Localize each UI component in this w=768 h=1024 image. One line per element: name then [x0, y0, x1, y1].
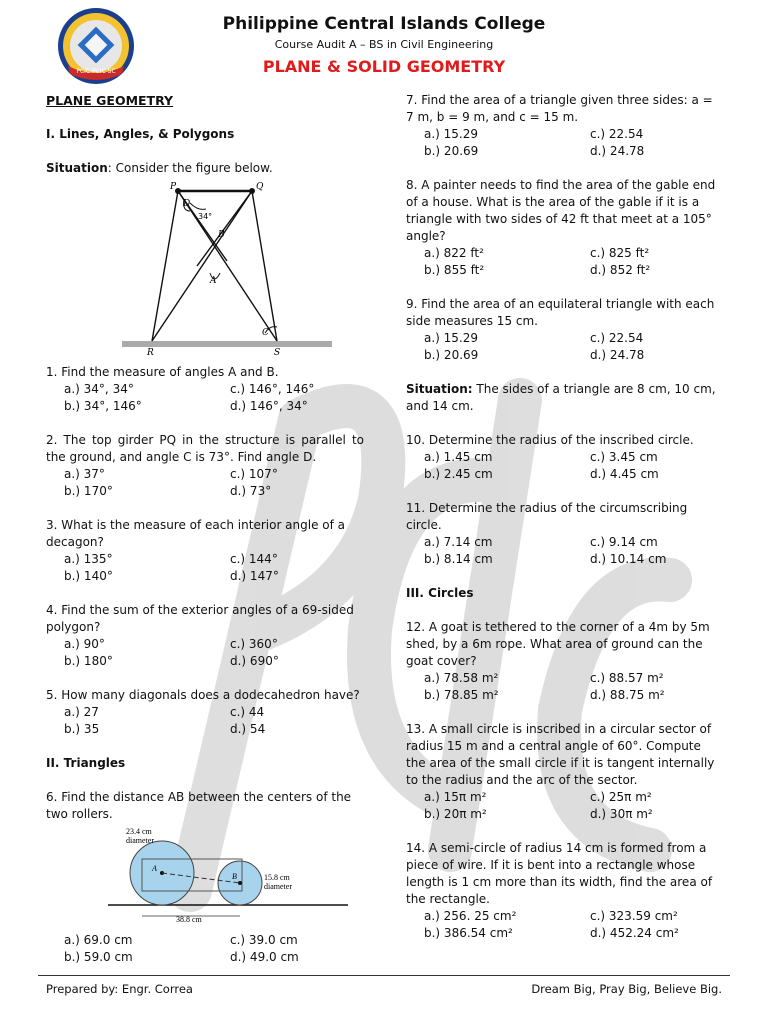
- label-s: S: [274, 348, 281, 357]
- option: a.) 135°: [64, 552, 113, 566]
- diameter-2-word: diameter: [264, 882, 292, 891]
- question-11-options: [406, 534, 724, 568]
- option: d.) 4.45 cm: [590, 467, 659, 481]
- section-plane-geometry: PLANE GEOMETRY: [46, 93, 174, 108]
- option: a.) 27: [64, 705, 99, 719]
- option: a.) 822 ft²: [424, 246, 484, 260]
- situation-label: Situation:: [406, 382, 473, 396]
- footer-prepared-by: Prepared by: Engr. Correa: [46, 982, 193, 996]
- option: c.) 88.57 m²: [590, 671, 664, 685]
- option: b.) 35: [64, 722, 100, 736]
- option: a.) 15.29: [424, 331, 479, 345]
- footer-divider: [38, 975, 730, 976]
- option: b.) 34°, 146°: [64, 399, 142, 413]
- question-8: 8. A painter needs to find the area of the gable end of a house. What is the area of the gable if it is a triangle with two sides of 42 ft that meet at a 105° angle?: [406, 178, 716, 243]
- section-heading-circles: III. Circles: [406, 586, 474, 600]
- question-7-options: [406, 126, 724, 160]
- college-name: Philippine Central Islands College: [222, 14, 546, 34]
- left-column: [46, 92, 364, 966]
- option: c.) 825 ft²: [590, 246, 650, 260]
- structure-figure: [102, 181, 352, 357]
- question-12: 12. A goat is tethered to the corner of a 4m by 5m shed, by a 6m rope. What area of ground can the goat cover?: [406, 620, 710, 668]
- situation-text: The sides of a triangle are 8 cm, 10 cm, and 14 cm.: [406, 382, 716, 413]
- option: b.) 8.14 cm: [424, 552, 493, 566]
- label-a: A: [210, 276, 217, 286]
- option: d.) 10.14 cm: [590, 552, 667, 566]
- question-12-options: [406, 670, 724, 704]
- question-14-options: [406, 908, 724, 942]
- question-6-options: [46, 932, 364, 966]
- option: b.) 20.69: [424, 348, 479, 362]
- option: a.) 7.14 cm: [424, 535, 493, 549]
- option: a.) 256. 25 cm²: [424, 909, 517, 923]
- question-8-options: [406, 245, 724, 279]
- question-10: 10. Determine the radius of the inscribed circle.: [406, 433, 694, 447]
- situation-label: Situation: [46, 161, 108, 175]
- question-10-options: [406, 449, 724, 483]
- option: b.) 20.69: [424, 144, 479, 158]
- option: b.) 2.45 cm: [424, 467, 493, 481]
- option: a.) 90°: [64, 637, 105, 651]
- option: c.) 22.54: [590, 331, 644, 345]
- rollers-figure: [108, 825, 348, 923]
- option: a.) 69.0 cm: [64, 933, 133, 947]
- label-b: B: [218, 230, 225, 240]
- diameter-1-value: 23.4 cm: [126, 827, 152, 836]
- question-3: 3. What is the measure of each interior angle of a decagon?: [46, 518, 346, 549]
- question-1-options: [46, 381, 364, 415]
- question-3-options: [46, 551, 364, 585]
- option: c.) 22.54: [590, 127, 644, 141]
- page-header: [0, 0, 768, 88]
- label-d: D: [183, 199, 191, 209]
- question-11: 11. Determine the radius of the circumscribing circle.: [406, 501, 688, 532]
- ground: [122, 341, 332, 347]
- length-label: 38.8 cm: [176, 915, 202, 923]
- situation-1: [46, 160, 364, 177]
- option: b.) 20π m²: [424, 807, 487, 821]
- label-q: Q: [256, 182, 264, 192]
- option: d.) 24.78: [590, 144, 645, 158]
- label-c: C: [262, 328, 269, 338]
- option: d.) 24.78: [590, 348, 645, 362]
- subject-title: PLANE & SOLID GEOMETRY: [262, 57, 506, 76]
- label-p: P: [170, 182, 177, 192]
- diameter-2-value: 15.8 cm: [264, 873, 290, 882]
- section-heading-lines-angles: I. Lines, Angles, & Polygons: [46, 127, 235, 141]
- situation-text: : Consider the figure below.: [107, 161, 273, 175]
- situation-2: [406, 381, 724, 415]
- option: c.) 3.45 cm: [590, 450, 658, 464]
- question-9-options: [406, 330, 724, 364]
- option: b.) 78.85 m²: [424, 688, 499, 702]
- label-angle-34: 34°: [198, 212, 213, 221]
- footer-motto: Dream Big, Pray Big, Believe Big.: [531, 982, 722, 996]
- option: c.) 39.0 cm: [230, 933, 298, 947]
- label-b: B: [232, 872, 237, 881]
- question-5: 5. How many diagonals does a dodecahedron have?: [46, 688, 360, 702]
- option: a.) 15π m²: [424, 790, 487, 804]
- label-a: A: [152, 864, 157, 873]
- option: a.) 37°: [64, 467, 105, 481]
- question-7: 7. Find the area of a triangle given three sides: a = 7 m, b = 9 m, and c = 15 m.: [406, 93, 713, 124]
- question-5-options: [46, 704, 364, 738]
- right-column: [406, 92, 724, 942]
- question-14: 14. A semi-circle of radius 14 cm is formed from a piece of wire. If it is bent into a rectangle whose length is 1 cm more than its width, find the area of the rectangle.: [406, 841, 713, 906]
- option: c.) 25π m²: [590, 790, 652, 804]
- course-line: Course Audit A – BS in Civil Engineering: [274, 38, 494, 51]
- option: b.) 140°: [64, 569, 113, 583]
- option: d.) 73°: [230, 484, 272, 498]
- question-2-options: [46, 466, 364, 500]
- option: c.) 9.14 cm: [590, 535, 658, 549]
- label-r: R: [147, 348, 154, 357]
- option: d.) 852 ft²: [590, 263, 651, 277]
- question-1: 1. Find the measure of angles A and B.: [46, 365, 279, 379]
- option: b.) 386.54 cm²: [424, 926, 513, 940]
- diameter-1-word: diameter: [126, 836, 154, 845]
- option: c.) 144°: [230, 552, 278, 566]
- option: c.) 146°, 146°: [230, 382, 315, 396]
- option: b.) 180°: [64, 654, 113, 668]
- option: b.) 59.0 cm: [64, 950, 133, 964]
- option: b.) 855 ft²: [424, 263, 485, 277]
- option: b.) 170°: [64, 484, 113, 498]
- option: c.) 360°: [230, 637, 278, 651]
- option: d.) 54: [230, 722, 266, 736]
- option: d.) 30π m²: [590, 807, 653, 821]
- section-heading-triangles: II. Triangles: [46, 756, 126, 770]
- question-6: 6. Find the distance AB between the centers of the two rollers.: [46, 790, 352, 821]
- option: d.) 88.75 m²: [590, 688, 665, 702]
- question-2: 2. The top girder PQ in the structure is parallel to the ground, and angle C is 73°. Find angle D.: [46, 433, 364, 464]
- option: d.) 49.0 cm: [230, 950, 299, 964]
- option: a.) 1.45 cm: [424, 450, 493, 464]
- college-seal-logo: [48, 6, 144, 86]
- option: a.) 15.29: [424, 127, 479, 141]
- option: d.) 147°: [230, 569, 279, 583]
- question-4-options: [46, 636, 364, 670]
- option: d.) 146°, 34°: [230, 399, 308, 413]
- question-9: 9. Find the area of an equilateral triangle with each side measures 15 cm.: [406, 297, 715, 328]
- question-13-options: [406, 789, 724, 823]
- option: d.) 690°: [230, 654, 279, 668]
- question-13: 13. A small circle is inscribed in a circular sector of radius 15 m and a central angle of 60°. Compute the area of the small circle if it is tangent internally to the radius and the arc of the sector.: [406, 722, 715, 787]
- option: a.) 34°, 34°: [64, 382, 134, 396]
- option: c.) 44: [230, 705, 265, 719]
- question-4: 4. Find the sum of the exterior angles of a 69-sided polygon?: [46, 603, 354, 634]
- option: c.) 323.59 cm²: [590, 909, 678, 923]
- option: d.) 452.24 cm²: [590, 926, 679, 940]
- option: a.) 78.58 m²: [424, 671, 499, 685]
- logo-banner-text: PCIC·PCIC SC: [76, 68, 116, 75]
- option: c.) 107°: [230, 467, 278, 481]
